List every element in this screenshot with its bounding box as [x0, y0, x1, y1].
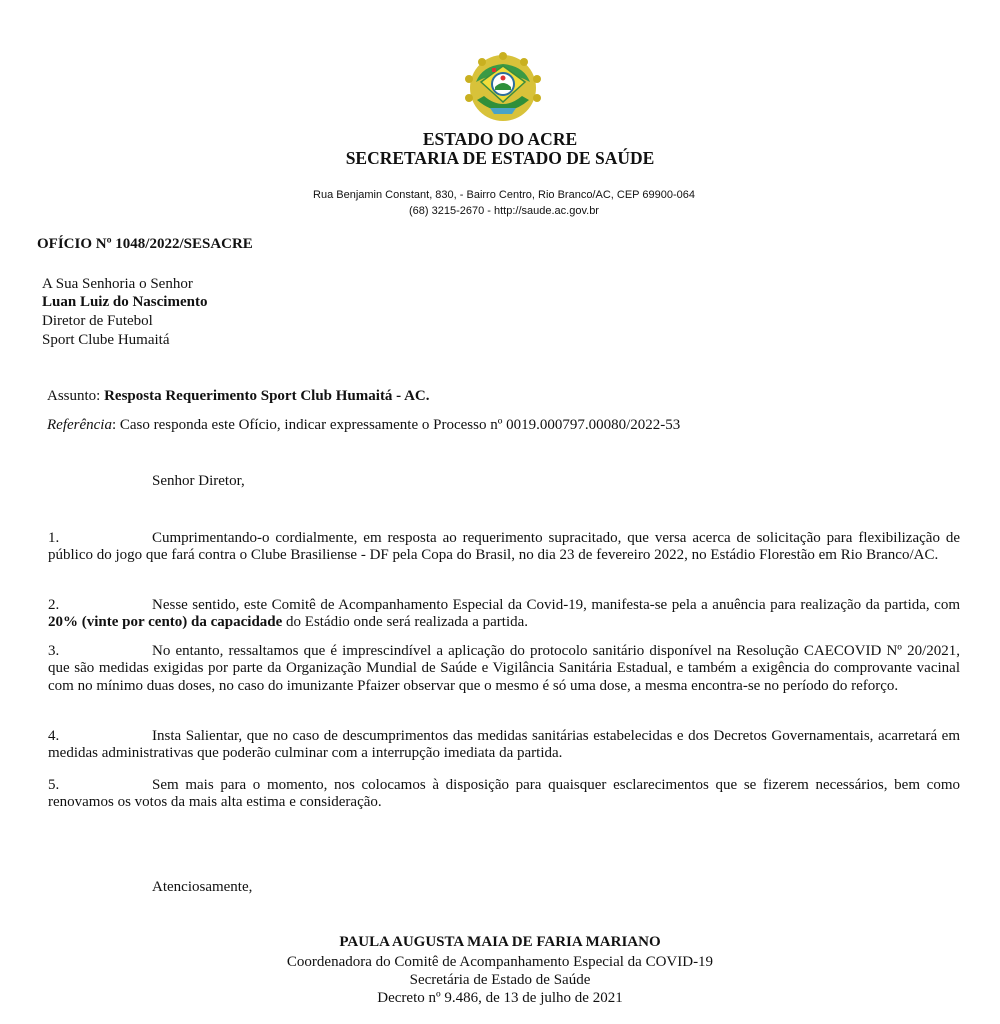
paragraph-2 [48, 597, 960, 632]
paragraph-2-bold: 20% (vinte por cento) da capacidade [48, 614, 283, 631]
acre-coat-of-arms-logo [462, 52, 544, 122]
recipient-name: Luan Luiz do Nascimento [42, 294, 208, 310]
paragraph-3-number: 3. [48, 643, 60, 659]
paragraph-4-number: 4. [48, 728, 60, 744]
signatory-decree: Decreto nº 9.486, de 13 de julho de 2021 [377, 990, 623, 1006]
address-line: Rua Benjamin Constant, 830, - Bairro Centro, Rio Branco/AC, CEP 69900-064 [313, 189, 695, 201]
paragraph-2-text-a: Nesse sentido, este Comitê de Acompanhamento Especial da Covid-19, manifesta-se pela a anuência para realização da partida, com [152, 597, 960, 613]
paragraph-5-number: 5. [48, 777, 60, 793]
paragraph-1 [48, 530, 960, 565]
signatory-title: Coordenadora do Comitê de Acompanhamento Especial da COVID-19 [286, 954, 714, 970]
paragraph-1-number: 1. [48, 530, 60, 546]
paragraph-1-text: Cumprimentando-o cordialmente, em resposta ao requerimento supracitado, que versa acerca de solicitação para flexibilização de público do jogo que fará contra o Clube Brasiliense - DF pela Copa do Brasil, no dia 23 de fevereiro 2022, no Estádio Florestão em Rio Branco/AC. [48, 530, 960, 564]
paragraph-3 [48, 643, 960, 695]
paragraph-5-text: Sem mais para o momento, nos colocamos à disposição para quaisquer esclarecimentos que se fizerem necessários, bem como renovamos os votos da mais alta estima e consideração. [48, 777, 960, 811]
paragraph-5 [48, 777, 960, 812]
oficio-number: OFÍCIO Nº 1048/2022/SESACRE [37, 236, 253, 252]
recipient-salutation: A Sua Senhoria o Senhor [42, 276, 193, 292]
recipient-org: Sport Clube Humaitá [42, 332, 170, 348]
paragraph-2-number: 2. [48, 597, 60, 613]
state-title: ESTADO DO ACRE [422, 129, 578, 149]
signatory-dept: Secretária de Estado de Saúde [409, 972, 591, 988]
secretariat-title: SECRETARIA DE ESTADO DE SAÚDE [345, 148, 655, 168]
assunto-line [47, 388, 430, 405]
paragraph-2-text-b: do Estádio onde será realizada a partida. [282, 614, 529, 631]
referencia-line [47, 417, 680, 434]
assunto-text: Resposta Requerimento Sport Club Humaitá - AC. [104, 388, 430, 404]
paragraph-4 [48, 728, 960, 763]
referencia-label: Referência [47, 417, 112, 433]
contact-line: (68) 3215-2670 - http://saude.ac.gov.br [409, 205, 599, 217]
signatory-name: PAULA AUGUSTA MAIA DE FARIA MARIANO [339, 934, 661, 950]
greeting: Senhor Diretor, [152, 473, 245, 489]
recipient-role: Diretor de Futebol [42, 313, 153, 329]
paragraph-4-text: Insta Salientar, que no caso de descumprimentos das medidas sanitárias estabelecidas e dos Decretos Governamentais, acarretará em medidas administrativas que poderão culminar com a interrupção imediata da partida. [48, 728, 960, 762]
assunto-label: Assunto: [47, 388, 105, 404]
paragraph-3-text: No entanto, ressaltamos que é imprescindível a aplicação do protocolo sanitário disponível na Resolução CAECOVID Nº 20/2021, que são medidas exigidas por parte da Organização Mundial de Saúde e Vigilância Sanitária Estadual, e também a exigência do comprovante vacinal com no mínimo duas doses, no caso do imunizante Pfaizer observar que o mesmo é só uma dose, a mesma encontra-se no período do reforço. [48, 643, 960, 694]
closing: Atenciosamente, [152, 879, 253, 895]
referencia-text: : Caso responda este Ofício, indicar expressamente o Processo nº 0019.000797.00080/2022-53 [111, 417, 681, 433]
